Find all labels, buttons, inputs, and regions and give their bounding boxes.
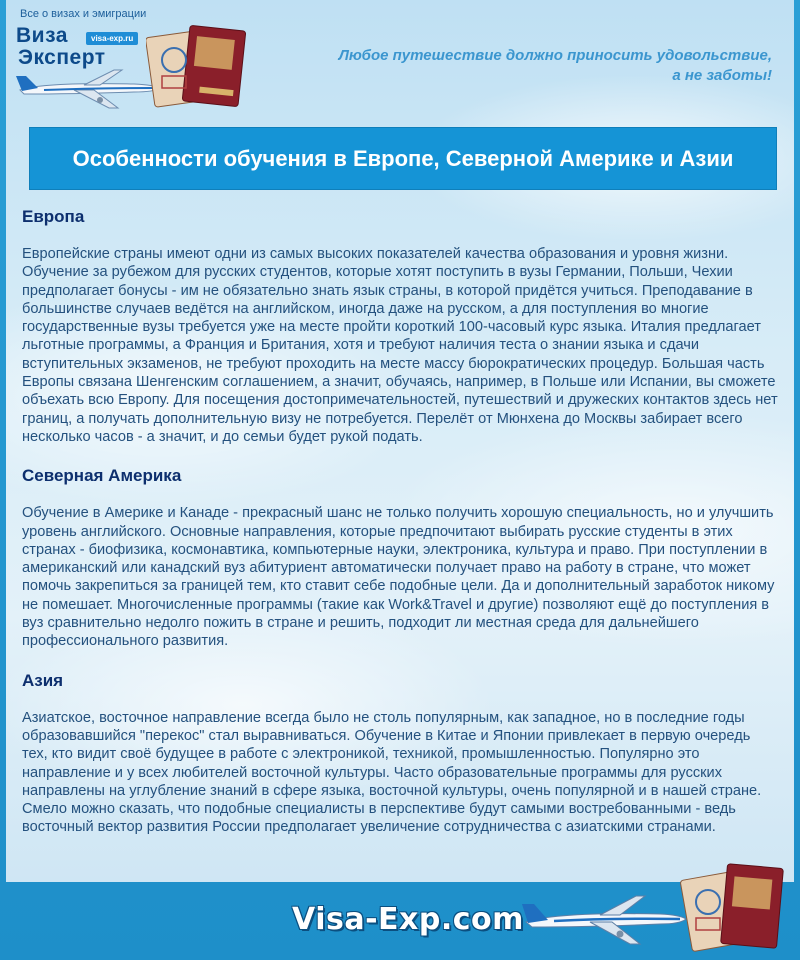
section-heading: Азия xyxy=(22,670,64,690)
footer-brand-link[interactable]: Visa-Exp.com xyxy=(292,902,524,937)
site-header xyxy=(6,0,794,120)
section-text: Обучение в Америке и Канаде - прекрасный шанс не только получить хорошую специальность, но и улучшить уровень английского. Основные направления, которые предпочитают выбирать русские студенты в этих странах - биофизика, космонавтика, компьютерные науки, электроника, культура и право. При поступлении в американский или канадский вуз абитуриент автоматически получает право на работу в стране, что может помочь закрепиться за границей тем, кто ставит себе подобные цели. Да и дополнительный заработок никому не помешает. Многочисленные программы (такие как Work&Travel и другие) позволяют ещё до поступления в вуз сравнительно недолго пожить в стране и решить, подходит ли местная среда для дальнейшего профессионального развития. xyxy=(22,505,775,650)
airplane-icon xyxy=(520,890,690,946)
logo-text-line2: Эксперт xyxy=(18,46,106,69)
site-tagline: Все о визах и эмиграции xyxy=(20,8,147,20)
section-north-america xyxy=(22,466,780,650)
section-text: Европейские страны имеют одни из самых высоких показателей качества образования и уровня жизни. Обучение за рубежом для русских студентов, которые хотят поступить в вузы Германии, Польши, Чехии предполагает бонусы - им не обязательно знать язык страны, в которой придётся учиться. Преподавание в большинстве случаев ведётся на английском, иногда даже на русском, а для поступления во многие государственные вузы требуется уже на месте пройти короткий 100-часовый курс языка. Италия предлагает льготные программы, а Франция и Британия, хотя и требуют наличия теста о знании языка и сдачи вступительных экзаменов, не требуют проходить на месте массу бюрократических процедур. Большая часть Европы связана Шенгенским соглашением, а значит, обучаясь, например, в Польше или Испании, вы сможете объехать всю Европу. Для посещения достопримечательностей, путешествий и дружеских контактов здесь нет границ, а получать дополнительную визу не потребуется. Перелёт от Мюнхена до Москвы забирает всего несколько часов - а значит, и до семьи будет рукой подать. xyxy=(22,246,778,445)
passport-stamps-icon xyxy=(680,858,790,958)
logo-text-line1: Виза xyxy=(16,24,68,47)
section-europe xyxy=(22,207,780,446)
site-footer xyxy=(0,882,800,960)
section-heading: Европа xyxy=(22,207,85,226)
page-title: Особенности обучения в Европе, Северной Америке и Азии xyxy=(72,145,734,171)
section-text: Азиатское, восточное направление всегда было не столь популярным, как западное, но в последние годы образовавшийся "перекос" стал выравниваться. Обучение в Китае и Японии привлекает в первую очередь тех, кто видит своё будущее в работе с электроникой, техникой, промышленностью. Популярно это направление и у всех любителей восточной культуры. Часто образовательные программы для русских направлены на углубление знаний в сфере языка, восточной культуры, очень популярной и в нашей стране. Смело можно сказать, что подобные специалисты в перспективе будут самыми востребованными - ведь восточный вектор развития России предполагает увеличение сотрудничества с азиатскими странами. xyxy=(22,709,762,836)
logo-domain-badge: visa-exp.ru xyxy=(86,32,138,45)
section-heading: Северная Америка xyxy=(22,466,182,486)
article-content xyxy=(22,207,780,857)
passport-stamps-icon xyxy=(146,24,256,116)
airplane-icon xyxy=(14,64,164,110)
page-background xyxy=(6,0,794,882)
page-title-bar xyxy=(29,127,777,190)
site-slogan xyxy=(339,46,772,86)
slogan-line1: Любое путешествие должно приносить удовольствие, xyxy=(338,47,772,64)
slogan-line2: а не заботы! xyxy=(672,67,772,84)
section-asia xyxy=(22,671,780,837)
